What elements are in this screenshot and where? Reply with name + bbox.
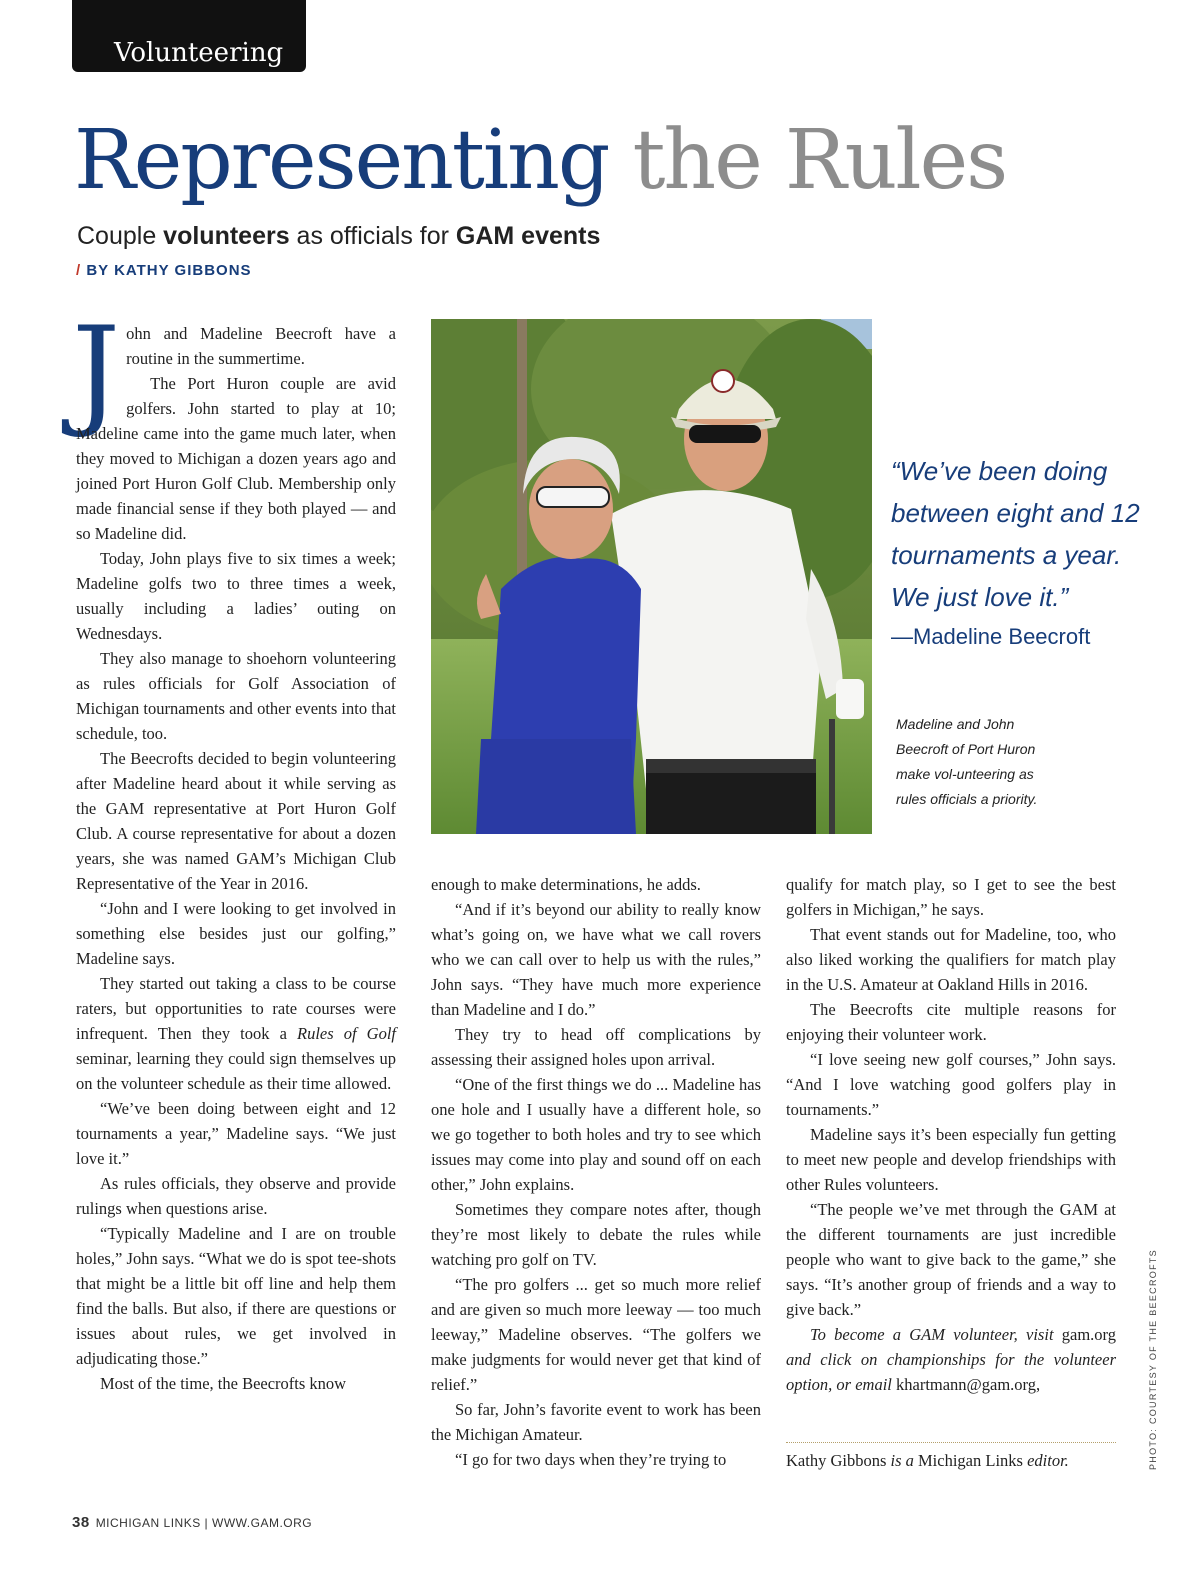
paragraph: The Port Huron couple are avid golfers. John started to play at 10; Madeline came into the game much later, when they moved to Michigan a dozen years ago and joined Port Huron Golf Club. Membership only made financial sense if they both played — and so Madeline did. — [76, 374, 396, 543]
italic-text: To become a GAM volunteer, visit — [810, 1325, 1062, 1344]
italic-text: editor. — [1022, 1451, 1069, 1470]
column-2 — [431, 872, 761, 1472]
headline — [74, 113, 1007, 208]
bio-divider — [786, 1442, 1116, 1443]
paragraph: “And if it’s beyond our ability to really know what’s going on, we have what we call rovers who we can call over to help us with the rules,” John says. “They have much more experience than Madeline and I do.” — [431, 900, 761, 1019]
photo-illustration — [431, 319, 872, 834]
author-bio — [786, 1448, 1116, 1473]
deck — [77, 222, 600, 251]
author-name: Kathy Gibbons — [786, 1451, 887, 1470]
page-number: 38 — [72, 1514, 90, 1531]
deck-text: Couple — [77, 222, 164, 250]
paragraph: qualify for match play, so I get to see the best golfers in Michigan,” he says. — [786, 875, 1116, 919]
paragraph: “John and I were looking to get involved in something else besides just our golfing,” Madeline says. — [76, 899, 396, 968]
italic-text: is a — [886, 1451, 919, 1470]
paragraph: “One of the first things we do ... Madeline has one hole and I usually have a different hole, so we go together to both holes and try to see which issues may come into play and sound off on each other,” John explains. — [431, 1075, 761, 1194]
pull-quote-attribution: —Madeline Beecroft — [891, 624, 1091, 649]
deck-emphasis: volunteers — [163, 222, 290, 250]
paragraph: enough to make determinations, he adds. — [431, 875, 701, 894]
paragraph-text: They started out taking a class to be course raters, but opportunities to rate courses were infrequent. Then they took a — [76, 974, 396, 1043]
paragraph: As rules officials, they observe and provide rulings when questions arise. — [76, 1174, 396, 1218]
paragraph: That event stands out for Madeline, too, who also liked working the qualifiers for match play in the U.S. Amateur at Oakland Hills in 2016. — [786, 925, 1116, 994]
paragraph: Madeline says it’s been especially fun getting to meet new people and develop friendships with other Rules volunteers. — [786, 1125, 1116, 1194]
paragraph: The Beecrofts decided to begin volunteering after Madeline heard about it while serving as the GAM representative at Port Huron Golf Club. A course representative for about a dozen years, she was named GAM’s Michigan Club Representative of the Year in 2016. — [76, 749, 396, 893]
pull-quote: “We’ve been doing between eight and 12 tournaments a year. We just love it.” — [891, 456, 1140, 612]
paragraph: They also manage to shoehorn volunteering as rules officials for Golf Association of Michigan tournaments and other events into that schedule, too. — [76, 649, 396, 743]
page-footer — [72, 1514, 312, 1531]
website-link[interactable]: gam.org — [1061, 1325, 1116, 1344]
headline-part-2: the Rules — [632, 113, 1007, 208]
column-1 — [72, 302, 397, 1396]
paragraph: “I love seeing new golf courses,” John says. “And I love watching good golfers play in tournaments.” — [786, 1050, 1116, 1119]
byline — [76, 262, 252, 279]
headline-part-1: Representing — [74, 113, 609, 208]
paragraph-text: seminar, learning they could sign themselves up on the volunteer schedule as their time allowed. — [76, 1049, 396, 1093]
deck-emphasis: GAM events — [455, 222, 601, 250]
section-tab-label: Volunteering — [114, 38, 284, 68]
paragraph: Most of the time, the Beecrofts know — [100, 1374, 347, 1393]
paragraph: So far, John’s favorite event to work has been the Michigan Amateur. — [431, 1400, 761, 1444]
byline-text: BY KATHY GIBBONS — [86, 262, 252, 279]
paragraph: They try to head off complications by assessing their assigned holes upon arrival. — [431, 1025, 761, 1069]
email-link[interactable]: khartmann@gam.org — [896, 1375, 1036, 1394]
drop-cap: J — [72, 302, 121, 441]
paragraph: “We’ve been doing between eight and 12 tournaments a year,” Madeline says. “We just love it.” — [76, 1099, 396, 1168]
photo-caption: Madeline and John Beecroft of Port Huron make vol-unteering as rules officials a priority. — [896, 716, 1038, 807]
paragraph: “The people we’ve met through the GAM at the different tournaments are just incredible people who want to give back to the game,” she says. “It’s another group of friends and a way to give back.” — [786, 1200, 1116, 1319]
author-bio-text — [786, 1448, 1116, 1473]
footer-text: MICHIGAN LINKS | WWW.GAM.ORG — [95, 1516, 313, 1530]
section-tab — [72, 0, 306, 72]
paragraph: “The pro golfers ... get so much more relief and are given so much more leeway — too much leeway,” Madeline observes. “The golfers we make judgments for would never get that kind of relief.” — [431, 1275, 761, 1394]
couple-photo — [431, 319, 872, 834]
paragraph: ohn and Madeline Beecroft have a routine in the summertime. — [126, 324, 396, 368]
column-3 — [786, 872, 1116, 1397]
paragraph: Today, John plays five to six times a week; Madeline golfs two to three times a week, usually including a ladies’ outing on Wednesdays. — [76, 549, 396, 643]
paragraph: Sometimes they compare notes after, though they’re most likely to debate the rules while watching pro golf on TV. — [431, 1200, 761, 1269]
paragraph: “Typically Madeline and I are on trouble holes,” John says. “What we do is spot tee-shots that might be a little bit off line and help them find the balls. But also, if there are questions or issues about rules, we get involved in adjudicating those.” — [76, 1224, 396, 1368]
book-title: Rules of Golf — [297, 1024, 397, 1043]
volunteer-info — [786, 1322, 1116, 1397]
italic-text: and click on championships for the volunteer option, or email — [786, 1350, 1116, 1394]
paragraph: The Beecrofts cite multiple reasons for enjoying their volunteer work. — [786, 1000, 1116, 1044]
paragraph — [76, 971, 396, 1096]
byline-slash: / — [76, 262, 82, 279]
punctuation: , — [1035, 1375, 1041, 1394]
photo-credit: PHOTO: COURTESY OF THE BEECROFTS — [1148, 1249, 1158, 1470]
deck-text: as officials for — [289, 222, 456, 250]
publication-name: Michigan Links — [918, 1451, 1023, 1470]
paragraph: “I go for two days when they’re trying to — [455, 1450, 727, 1469]
